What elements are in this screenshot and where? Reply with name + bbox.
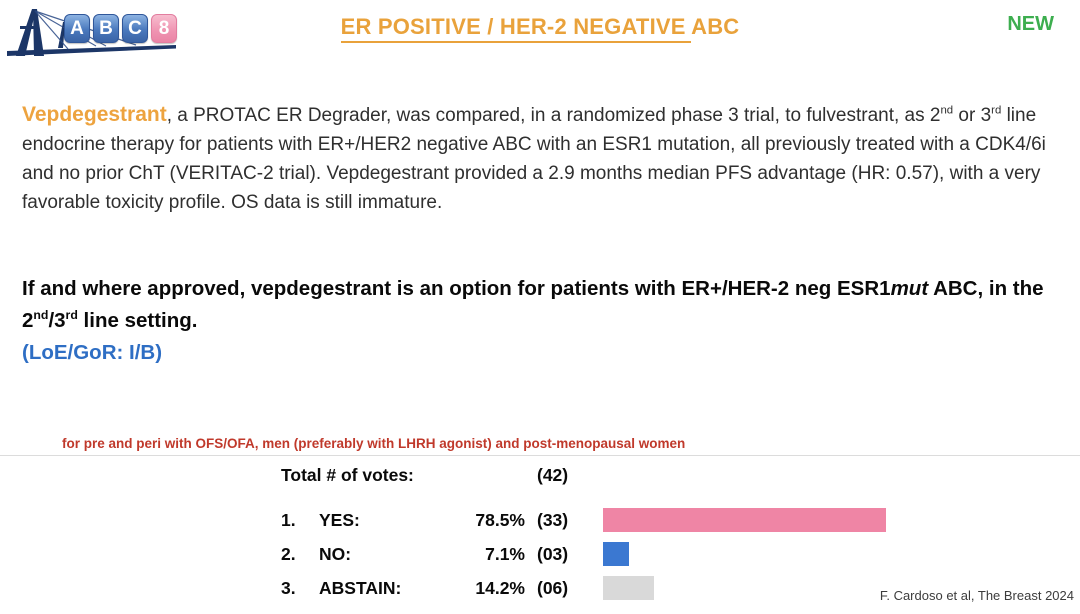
no-vote-bar (603, 542, 629, 566)
paragraph-seg3: line endocrine therapy for patients with ER+/HER2 negative ABC with an ESR1 mutation, all previously treated with a CDK4/6i and no prior ChT (VERITAC-2 trial). Vepdegestrant provided a 2.9 months median PFS advantage (HR: 0.57), with a very favorable toxicity profile. OS data is still immature. (22, 105, 1046, 213)
paragraph-sup-nd: nd (940, 104, 954, 117)
row-percent: 7.1% (485, 543, 525, 564)
logo-tile-c: C (122, 14, 148, 43)
paragraph-seg2: or 3 (953, 105, 992, 126)
row-rank: 1. (281, 509, 296, 530)
recommendation-statement (22, 273, 1062, 369)
statement-mut-italic: mut (890, 277, 929, 300)
statement-seg4: line setting. (77, 309, 198, 332)
row-rank: 3. (281, 577, 296, 598)
page-title-underlined: ER POSITIVE / HER-2 NEGATIVE (341, 14, 692, 43)
summary-paragraph (22, 100, 1062, 217)
logo-tile-b: B (93, 14, 119, 43)
table-row-abstain (281, 576, 886, 600)
citation: F. Cardoso et al, The Breast 2024 (879, 588, 1074, 603)
statement-sup-rd: rd (65, 308, 78, 323)
drug-name: Vepdegestrant (22, 103, 167, 126)
row-count: (33) (537, 509, 569, 530)
paragraph-seg1: , a PROTAC ER Degrader, was compared, in a randomized phase 3 trial, to fulvestrant, as 2 (166, 105, 941, 126)
statement-seg3: /3 (48, 309, 66, 332)
row-count: (06) (537, 577, 569, 598)
statement-seg1: If and where approved, vepdegestrant is an option for patients with ER+/HER-2 neg ESR1 (22, 277, 891, 300)
statement-seg2: ABC, in the 2 (22, 277, 1044, 332)
row-rank: 2. (281, 543, 296, 564)
voting-total-row (281, 464, 886, 486)
loe-gor-line: (LoE/GoR: I/B) (22, 341, 163, 364)
horizontal-divider (0, 455, 1080, 456)
statement-sup-nd: nd (33, 308, 49, 323)
voting-results-table (281, 464, 886, 610)
logo-tile-a: A (64, 14, 90, 43)
new-badge: NEW (1007, 13, 1054, 35)
row-percent: 14.2% (475, 577, 525, 598)
row-label: YES: (319, 509, 360, 530)
yes-vote-bar (603, 508, 886, 532)
row-percent: 78.5% (475, 509, 525, 530)
table-row-no (281, 542, 886, 566)
voting-population-footnote: for pre and peri with OFS/OFA, men (preferably with LHRH agonist) and post-menopausal women (62, 436, 686, 451)
row-label: NO: (319, 543, 352, 564)
table-row-yes (281, 508, 886, 532)
abstain-vote-bar (603, 576, 654, 600)
page-title (0, 14, 1080, 40)
logo-tile-8: 8 (151, 14, 177, 43)
voting-total-label: Total # of votes: (281, 464, 414, 485)
row-count: (03) (537, 543, 569, 564)
paragraph-sup-rd: rd (991, 104, 1002, 117)
page-title-rest: ABC (691, 14, 740, 39)
voting-total-value: (42) (537, 464, 569, 485)
row-label: ABSTAIN: (319, 577, 402, 598)
